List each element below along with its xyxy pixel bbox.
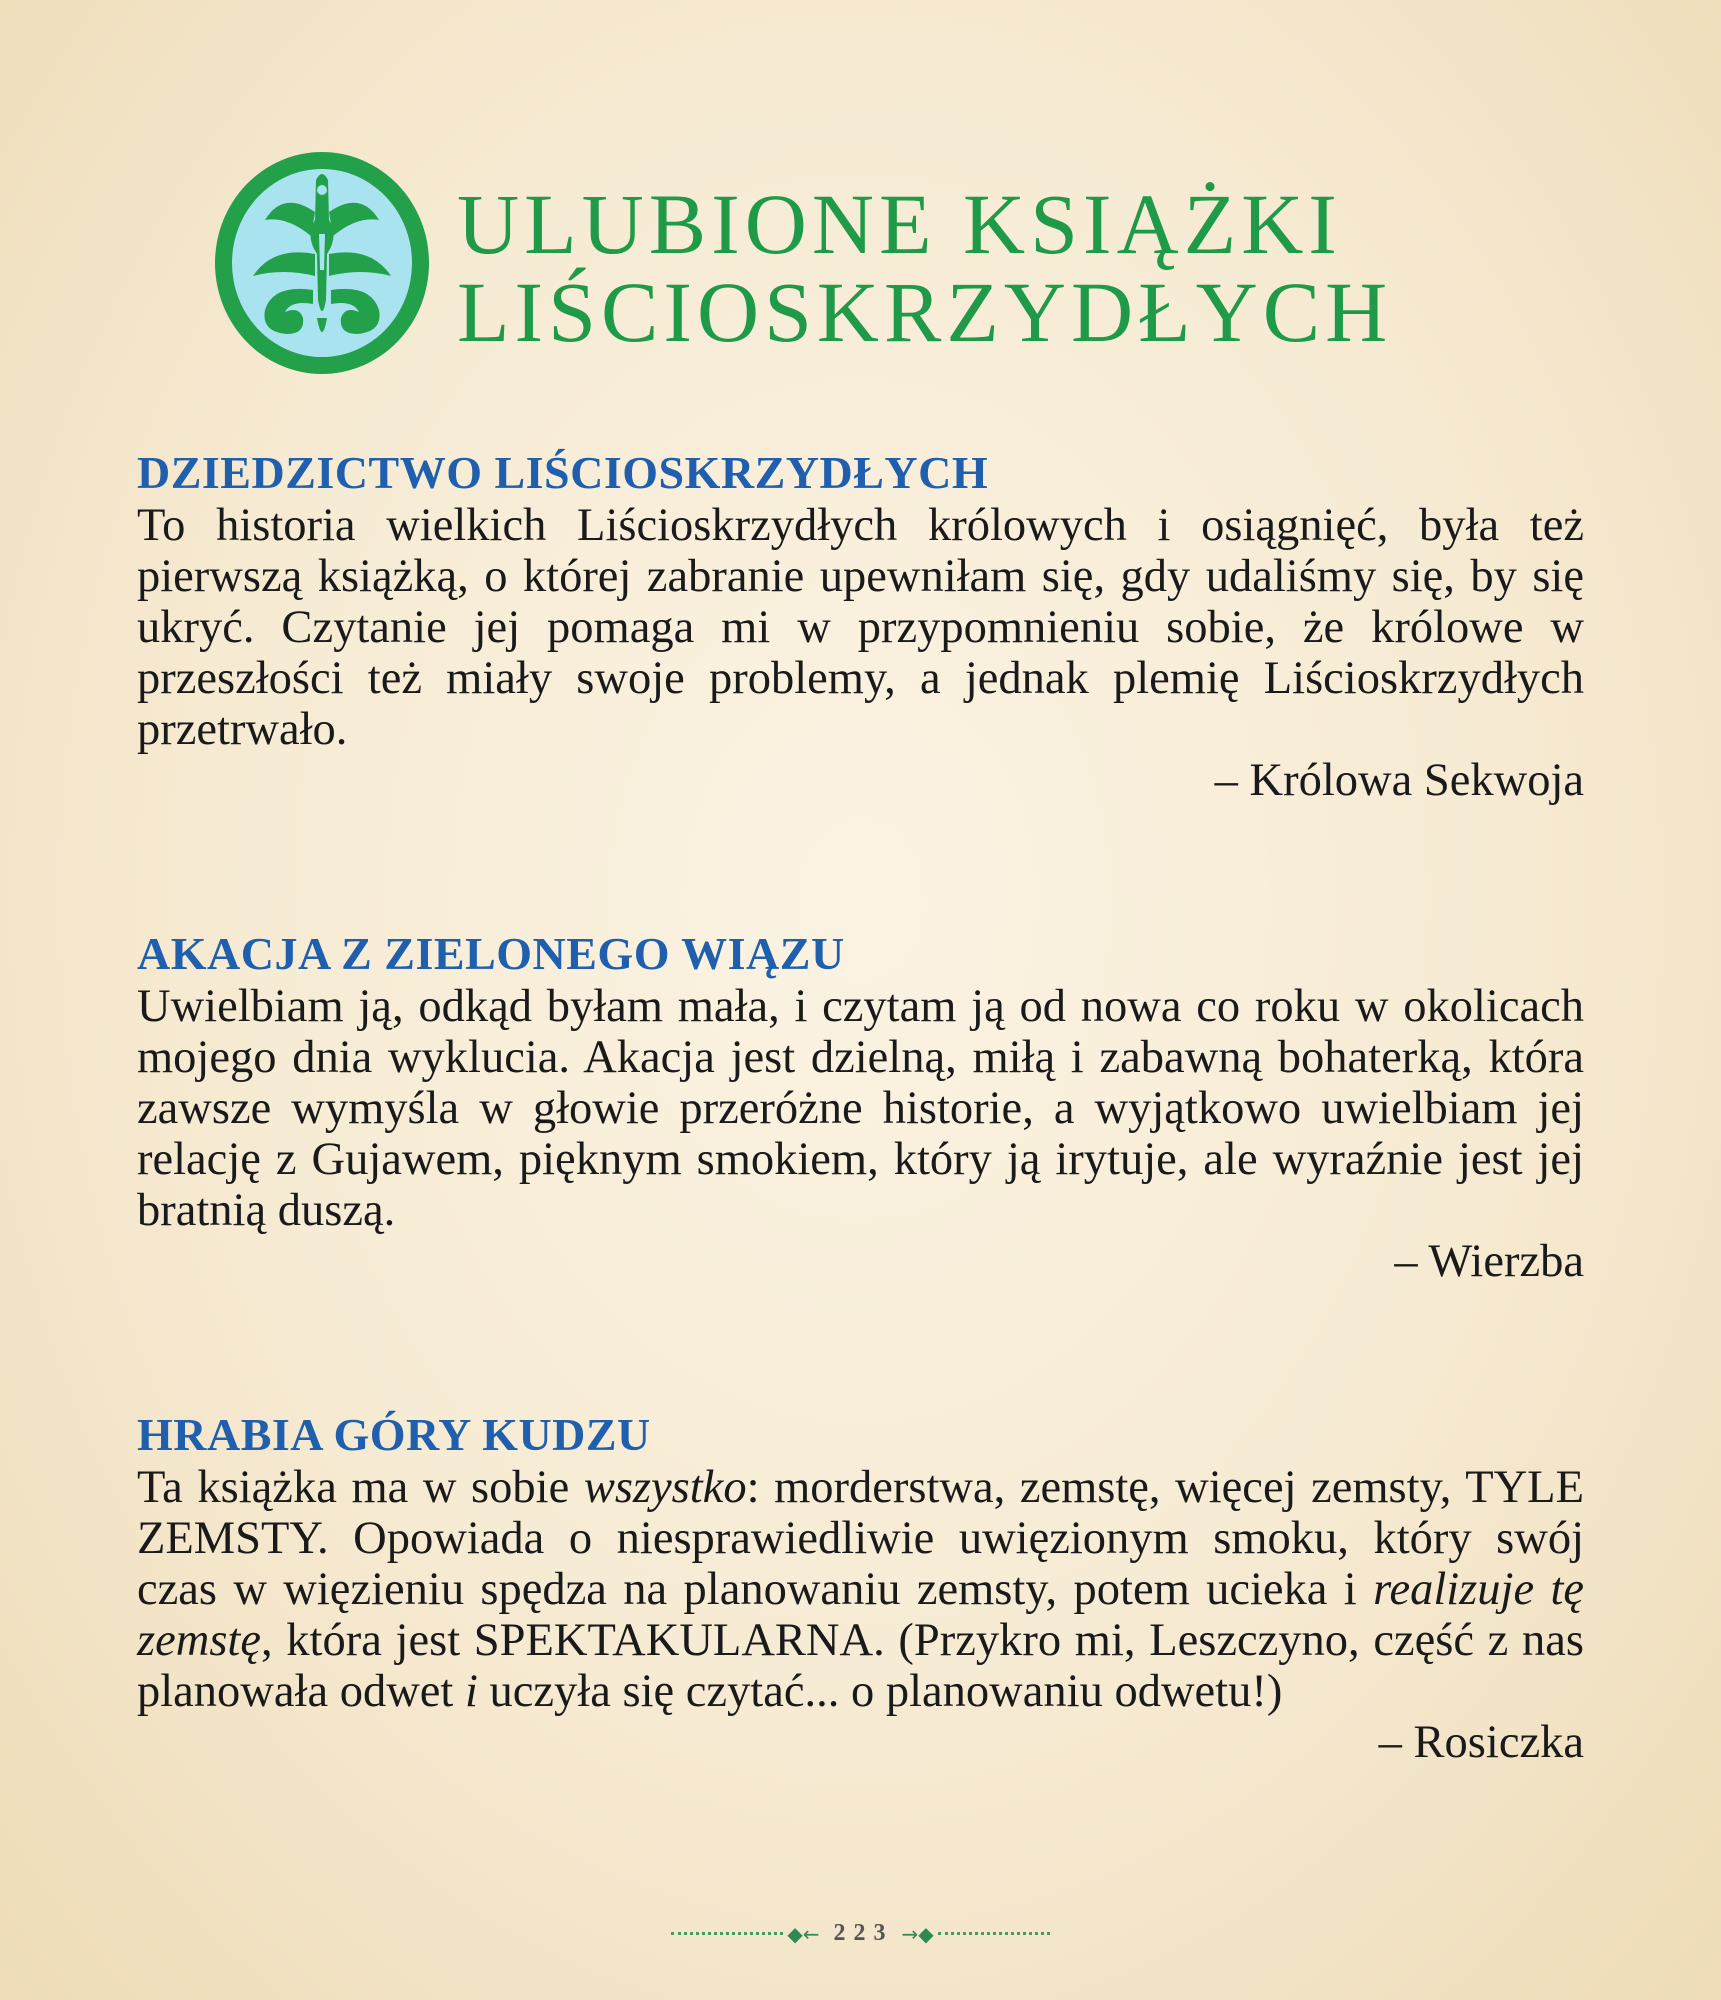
book-title: AKACJA Z ZIELONEGO WIĄZU bbox=[137, 928, 845, 979]
page-title-line-1: ULUBIONE KSIĄŻKI bbox=[457, 176, 1342, 272]
right-arrow-ornament-icon: →◆ bbox=[901, 1921, 934, 1946]
book-entry bbox=[137, 446, 1584, 806]
review-text-emphasis: i bbox=[464, 1666, 478, 1717]
review-author: – Królowa Sekwoja bbox=[1214, 755, 1584, 806]
book-review-text: Uwielbiam ją, odkąd byłam mała, i czytam ją od nowa co roku w okolicach mojego dnia wyklucia. Akacja jest dzielną, miłą i zabawną bohaterką, która zawsze wymyśla w głowie przeróżne historie, a wyjątkowo uwielbiam jej relację z Gujawem, pięknym smokiem, który ją irytuje, ale wyraźnie jest jej bratnią duszą. bbox=[137, 981, 1584, 1236]
review-author: – Wierzba bbox=[1394, 1236, 1584, 1287]
review-text-emphasis: wszystko bbox=[583, 1462, 747, 1513]
page-number: 223 bbox=[833, 1920, 894, 1946]
review-text-part: uczyła się czytać... o planowaniu odwetu!) bbox=[477, 1666, 1283, 1717]
review-text-part: Ta książka ma w sobie bbox=[137, 1462, 584, 1513]
review-text-part: : morderstwa, zemstę, więcej zemsty, TYLE ZEMSTY. Opowiada o niesprawiedliwie uwięzionym smoku, który swój czas w więzieniu spędza na planowaniu zemsty, potem ucieka i bbox=[137, 1462, 1584, 1615]
page-content bbox=[137, 446, 1584, 1768]
decorative-dotted-line bbox=[938, 1932, 1050, 1935]
review-text-part: , która jest SPEKTAKULARNA. (Przykro mi, Leszczyno, część z nas planowała odwet bbox=[137, 1615, 1584, 1717]
book-review-text: To historia wielkich Liścioskrzydłych królowych i osiągnięć, była też pierwszą książką, o której zabranie upewniłam się, gdy udaliśmy się, by się ukryć. Czytanie jej pomaga mi w przypomnieniu sobie, że królowe w przeszłości też miały swoje problemy, a jednak plemię Liścioskrzydłych przetrwało. bbox=[137, 500, 1584, 755]
book-entry bbox=[137, 1408, 1584, 1768]
review-text-emphasis: realizuje tę zemstę bbox=[137, 1564, 1584, 1666]
decorative-dotted-line bbox=[671, 1932, 783, 1935]
page-title bbox=[457, 176, 1393, 360]
page-title-line-2: LIŚCIOSKRZYDŁYCH bbox=[457, 264, 1393, 360]
book-title: DZIEDZICTWO LIŚCIOSKRZYDŁYCH bbox=[137, 447, 989, 498]
review-author: – Rosiczka bbox=[1378, 1717, 1584, 1768]
page-number-footer bbox=[0, 1920, 1721, 1947]
book-title: HRABIA GÓRY KUDZU bbox=[137, 1409, 651, 1460]
page-header bbox=[213, 148, 1392, 378]
book-entry bbox=[137, 927, 1584, 1287]
left-arrow-ornament-icon: ◆← bbox=[787, 1921, 820, 1946]
leafwing-tribe-emblem-icon bbox=[213, 150, 431, 376]
book-review-text bbox=[137, 1462, 1584, 1717]
